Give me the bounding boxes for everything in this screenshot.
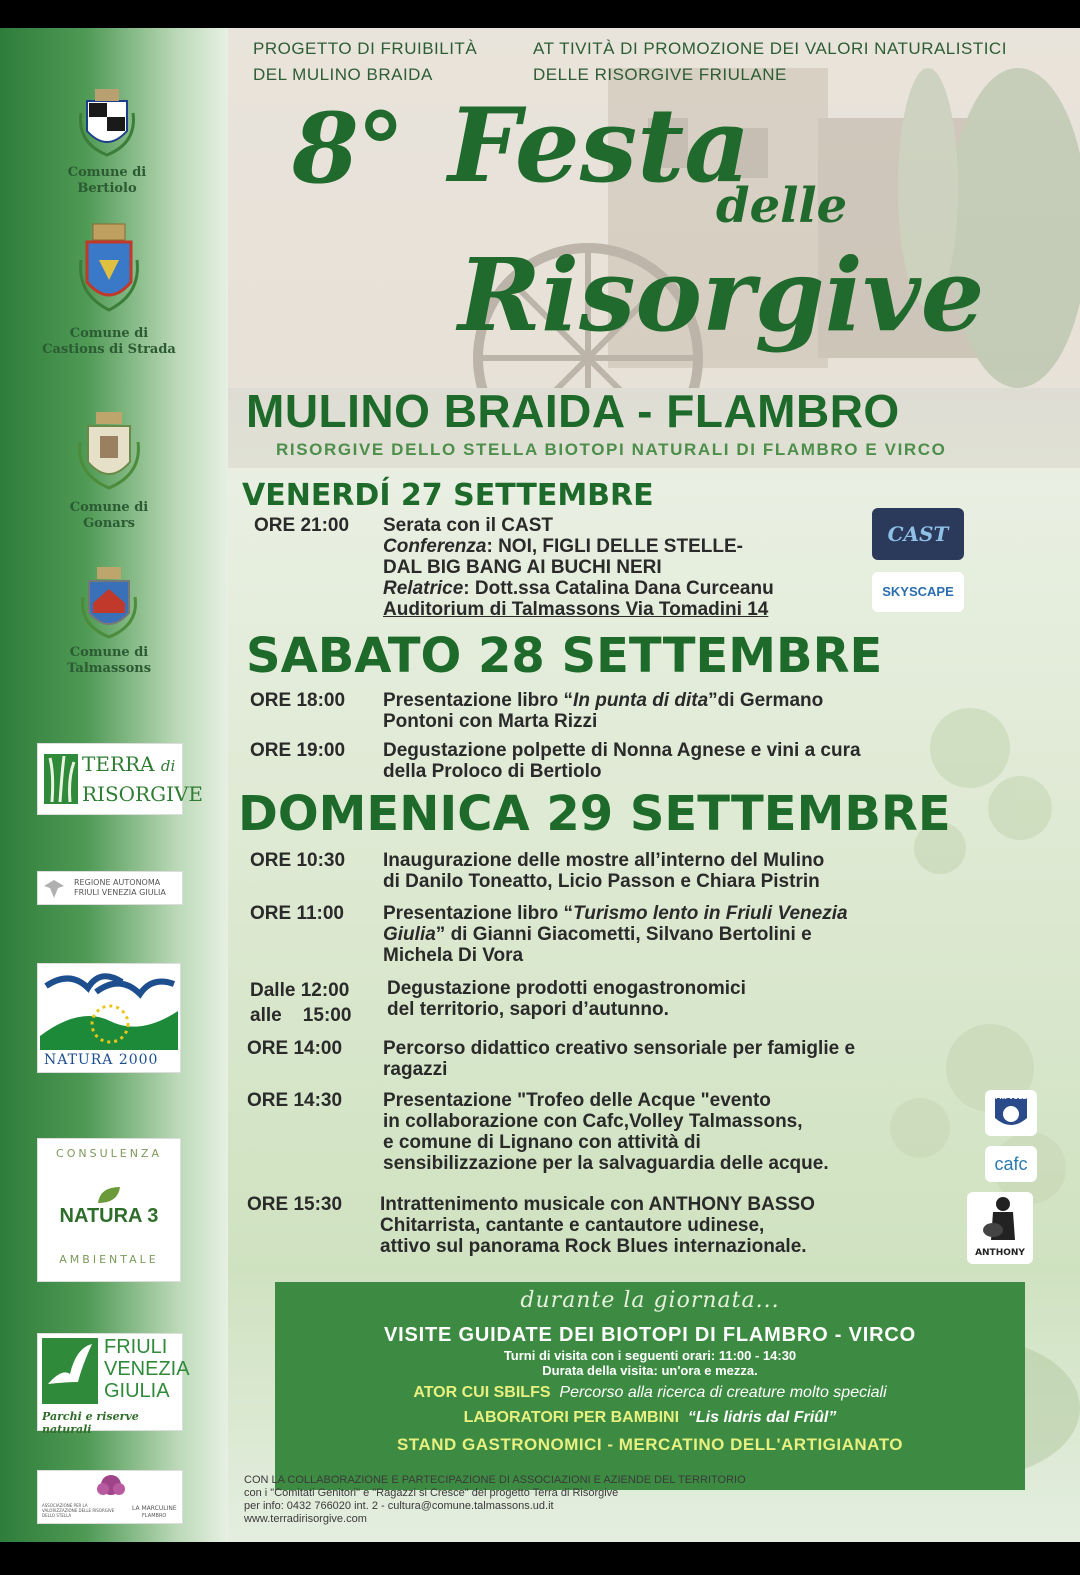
terra-di-risorgive-logo: TERRA di RISORGIVE xyxy=(37,743,183,815)
during-the-day-panel xyxy=(275,1282,1025,1490)
comune-talmassons xyxy=(34,563,184,677)
gonars-crest-icon xyxy=(74,408,144,492)
panel-stand: STAND GASTRONOMICI - MERCATINO DELL'ARTIGIANATO xyxy=(396,1435,904,1454)
event-time: ORE 10:30 xyxy=(250,850,346,871)
event-domenica-4-description: Percorso didattico creativo sensoriale per famiglie e ragazzi xyxy=(383,1038,856,1080)
comune-label: Comune di Talmassons xyxy=(66,645,152,676)
comune-bertiolo xyxy=(32,83,182,197)
event-domenica-5-description: Presentazione "Trofeo delle Acque "evento in collaborazione con Cafc,Volley Talmassons, e comune di Lignano con attività di sensibilizzazione per la salvaguardia delle acque. xyxy=(383,1090,829,1174)
poster xyxy=(0,28,1080,1542)
event-time: Dalle 12:00 alle 15:00 xyxy=(250,980,352,1026)
panel-durata: Durata della visita: un'ora e mezza. xyxy=(542,1363,758,1378)
event-sabato-2-description: Degustazione polpette di Nonna Agnese e vini a cura della Proloco di Bertiolo xyxy=(383,740,861,782)
day-title-venerdi: VENERDÍ 27 SETTEMBRE xyxy=(242,478,654,513)
skyscape-logo: SKYSCAPE xyxy=(872,572,964,612)
guitarist-silhouette-icon xyxy=(979,1196,1021,1246)
header-left: PROGETTO DI FRUIBILITÀ DEL MULINO BRAIDA xyxy=(253,39,478,84)
panel-laboratori: LABORATORI PER BAMBINI “Lis lidris dal Friûl” xyxy=(463,1409,837,1426)
natura-2000-birds-icon xyxy=(40,966,178,1050)
event-time: ORE 21:00 xyxy=(254,515,350,536)
day-title-domenica: DOMENICA 29 SETTEMBRE xyxy=(238,786,951,842)
comune-castions xyxy=(34,220,184,358)
event-time: ORE 14:30 xyxy=(247,1090,343,1111)
panel-visite: VISITE GUIDATE DEI BIOTOPI DI FLAMBRO - VIRCO xyxy=(384,1324,916,1346)
regione-fvg-logo: REGIONE AUTONOMA FRIULI VENEZIA GIULIA xyxy=(37,871,183,905)
natura-2000-logo: NATURA 2000 xyxy=(37,963,181,1073)
event-time: ORE 14:00 xyxy=(247,1038,343,1059)
volley-talmassons-logo: CITTÀ VOLLEY xyxy=(985,1090,1037,1136)
leaf-icon xyxy=(96,1185,122,1205)
event-venerdi-description: Serata con il CAST Conferenza: NOI, FIGLI DELLE STELLE- DAL BIG BANG AI BUCHI NERI Relatrice: Dott.ssa Catalina Dana Curceanu Auditorium di Talmassons Via Tomadini 14 xyxy=(383,515,774,620)
reeds-icon xyxy=(44,754,78,804)
day-title-sabato: SABATO 28 SETTEMBRE xyxy=(246,628,883,684)
location-title: MULINO BRAIDA - FLAMBRO xyxy=(246,385,900,437)
panel-heading: durante la giornata... xyxy=(520,1288,780,1313)
event-domenica-1-description: Inaugurazione delle mostre all’interno del Mulino di Danilo Toneatto, Licio Passon e Chiara Pistrin xyxy=(383,850,825,892)
event-time: ORE 19:00 xyxy=(250,740,346,761)
title-number: 8° xyxy=(292,92,403,205)
comune-label: Comune di Castions di Strada xyxy=(42,326,176,357)
title-risorgive: Risorgive xyxy=(458,236,985,354)
bird-in-flight-icon xyxy=(42,1338,98,1404)
la-marculine-logo: ASSOCIAZIONE PER LA VALORIZZAZIONE DELLE RISORGIVE DELLO STELLA LA MARCULINE FLAMBRO xyxy=(37,1470,183,1524)
comune-label: Comune di Gonars xyxy=(69,500,149,531)
flower-icon xyxy=(94,1473,128,1503)
cast-logo: CAST xyxy=(872,508,964,560)
event-domenica-2-description: Presentazione libro “Turismo lento in Friuli Venezia Giulia” di Gianni Giacometti, Silvano Bertolini e Michela Di Vora xyxy=(383,903,848,966)
title-delle: delle xyxy=(716,178,848,234)
comune-gonars xyxy=(34,408,184,532)
event-time: ORE 11:00 xyxy=(250,903,344,924)
anthony-basso-logo: ANTHONY xyxy=(967,1192,1033,1264)
castions-crest-icon xyxy=(75,220,143,316)
website-link[interactable]: www.terradirisorgive.com xyxy=(244,1513,367,1525)
title-festa: Festa xyxy=(448,86,751,206)
eagle-icon xyxy=(42,876,66,900)
location-subtitle: RISORGIVE DELLO STELLA BIOTOPI NATURALI DI FLAMBRO E VIRCO xyxy=(276,440,947,459)
footer: CON LA COLLABORAZIONE E PARTECIPAZIONE DI ASSOCIAZIONI E AZIENDE DEL TERRITORIO con i "Comitati Genitori" e "Ragazzi si Cresce" del progetto Terra di Risorgive per info: 0432 766020 int. 2 - cultura@comune.talmassons.ud.it www.terradirisorgive.com xyxy=(244,1474,746,1525)
header-right: AT TIVITÀ DI PROMOZIONE DEI VALORI NATURALISTICI DELLE RISORGIVE FRIULANE xyxy=(533,39,1007,84)
event-domenica-3-description: Degustazione prodotti enogastronomici del territorio, sapori d’autunno. xyxy=(387,978,746,1020)
panel-ator: ATOR CUI SBILFS Percorso alla ricerca di creature molto speciali xyxy=(413,1384,887,1401)
cafc-logo: cafc xyxy=(985,1146,1037,1182)
comune-label: Comune di Bertiolo xyxy=(67,165,147,196)
panel-turni: Turni di visita con i seguenti orari: 11:00 - 14:30 xyxy=(503,1348,797,1363)
bertiolo-crest-icon xyxy=(75,83,139,161)
event-domenica-6-description: Intrattenimento musicale con ANTHONY BASSO Chitarrista, cantante e cantautore udinese, attivo sul panorama Rock Blues internazionale. xyxy=(380,1194,815,1257)
event-time: ORE 18:00 xyxy=(250,690,346,711)
fvg-parchi-logo: FRIULI VENEZIA GIULIA Parchi e riserve naturali xyxy=(37,1333,183,1431)
event-sabato-1-description: Presentazione libro “In punta di dita”di Germano Pontoni con Marta Rizzi xyxy=(383,690,824,732)
talmassons-crest-icon xyxy=(77,563,141,639)
natura-3-logo: CONSULENZA NATURA 3 AMBIENTALE xyxy=(37,1138,181,1282)
event-time: ORE 15:30 xyxy=(247,1194,343,1215)
